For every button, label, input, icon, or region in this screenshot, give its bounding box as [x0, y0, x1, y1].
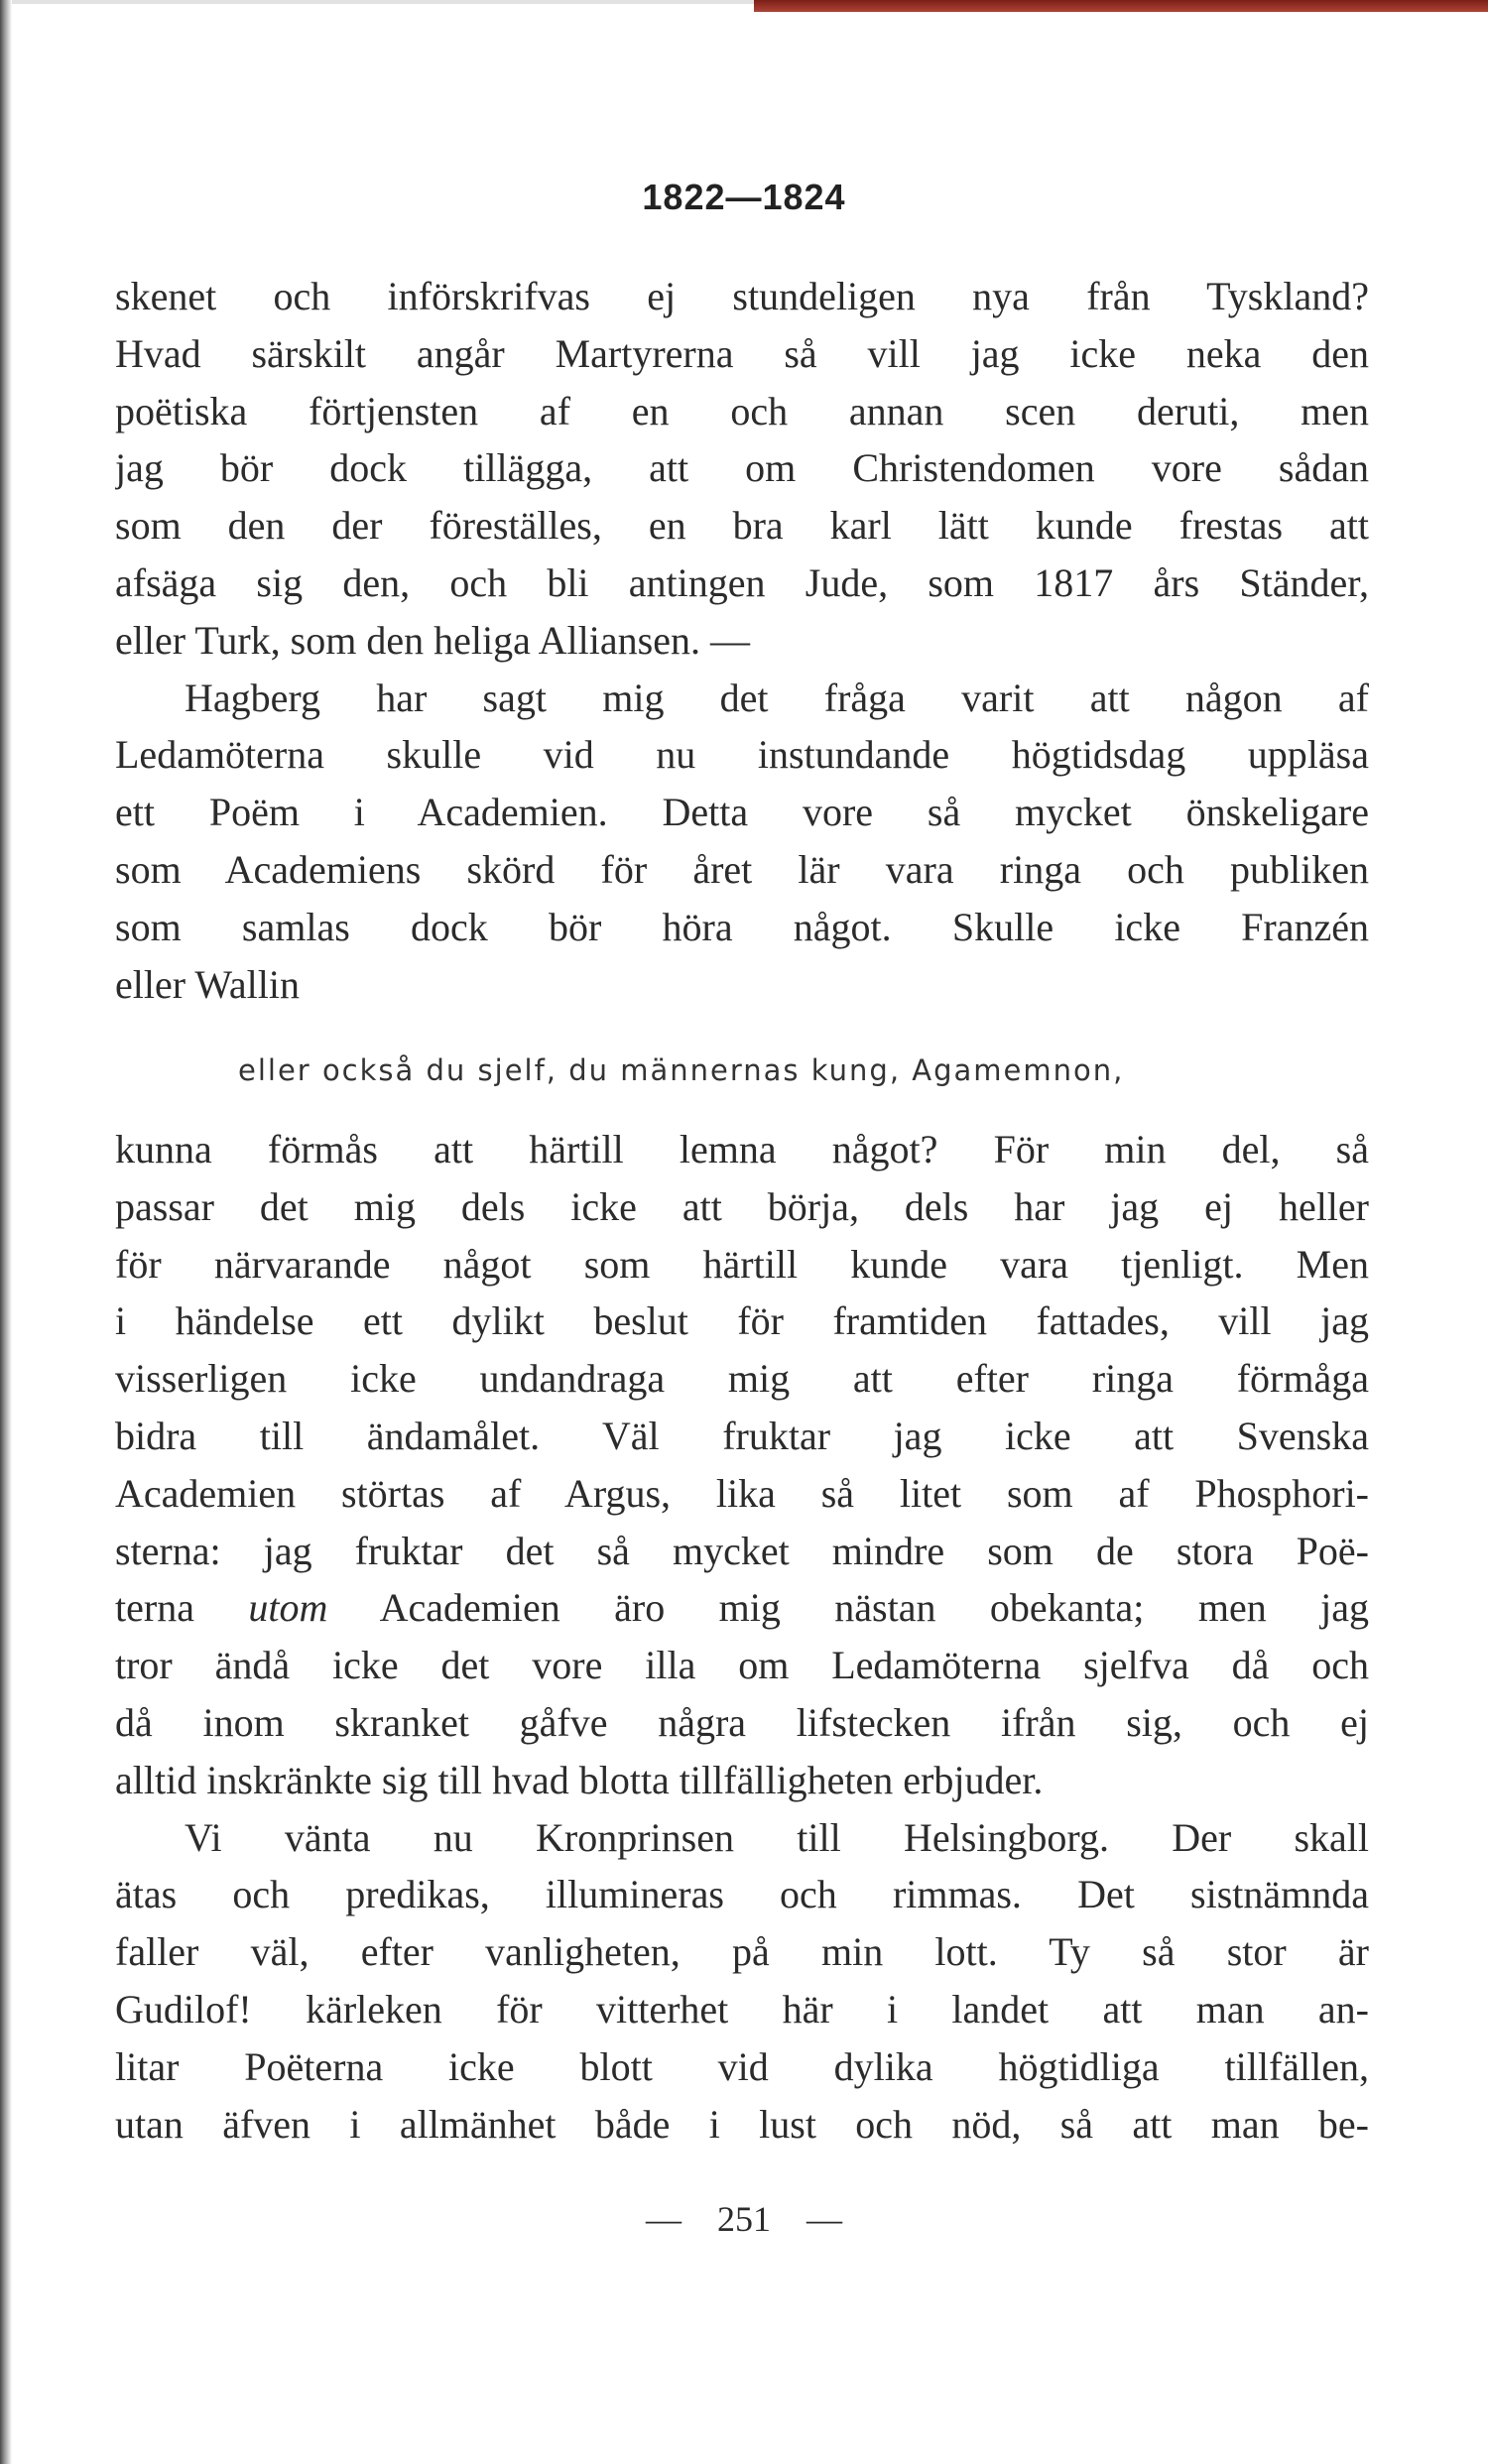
- text-line: Vi vänta nu Kronprinsen till Helsingborg. Der skall: [185, 1814, 1369, 1860]
- text-line: Hagberg har sagt mig det fråga varit att någon af: [185, 675, 1369, 720]
- verse-quotation: eller också du sjelf, du männernas kung, Agamemnon,: [238, 1053, 1125, 1087]
- text-line: visserligen icke undandraga mig att efter ringa förmåga: [115, 1356, 1369, 1402]
- text-line: som den der föreställes, en bra karl lätt kunde frestas att: [115, 503, 1369, 549]
- text-line: faller väl, efter vanligheten, på min lott. Ty så stor är: [115, 1929, 1369, 1975]
- page-gutter-shadow: [0, 0, 12, 2464]
- text-fragment: Academien äro mig nästan obekanta; men jag: [327, 1585, 1369, 1631]
- text-line: Hvad särskilt angår Martyrerna så vill jag icke neka den: [115, 330, 1369, 376]
- text-line: afsäga sig den, och bli antingen Jude, som 1817 års Ständer,: [115, 559, 1369, 605]
- folio-dash-left: —: [646, 2199, 682, 2239]
- text-line: litar Poëterna icke blott vid dylika högtidliga tillfällen,: [115, 2043, 1369, 2089]
- text-line: då inom skranket gåfve några lifstecken ifrån sig, och ej: [115, 1699, 1369, 1745]
- page-top-edge: [0, 0, 754, 4]
- text-line: poëtiska förtjensten af en och annan scen deruti, men: [115, 388, 1369, 433]
- text-line: som Academiens skörd för året lär vara ringa och publiken: [115, 846, 1369, 892]
- italic-word: utom: [248, 1585, 328, 1631]
- text-line: eller Wallin: [115, 961, 300, 1007]
- text-block-lower: [115, 1121, 1369, 2153]
- text-line: sterna: jag fruktar det så mycket mindre som de stora Poë-: [115, 1528, 1369, 1573]
- text-line: ätas och predikas, illumineras och rimmas. Det sistnämnda: [115, 1872, 1369, 1917]
- text-line: eller Turk, som den heliga Alliansen. —: [115, 617, 750, 663]
- text-line: kunna förmås att härtill lemna något? För min del, så: [115, 1127, 1369, 1171]
- text-line: för närvarande något som härtill kunde vara tjenligt. Men: [115, 1241, 1369, 1287]
- text-line: utan äfven i allmänhet både i lust och nöd, så att man be-: [115, 2101, 1369, 2147]
- text-line: Academien störtas af Argus, lika så litet som af Phosphori-: [115, 1470, 1369, 1516]
- text-line-with-italic: [115, 1579, 1369, 1637]
- text-line: passar det mig dels icke att börja, dels har jag ej heller: [115, 1183, 1369, 1229]
- text-line: jag bör dock tillägga, att om Christendomen vore sådan: [115, 445, 1369, 491]
- text-line: skenet och införskrifvas ej stundeligen nya från Tyskland?: [115, 274, 1369, 318]
- text-line: Gudilof! kärleken för vitterhet här i landet att man an-: [115, 1986, 1369, 2032]
- page-number: 251: [717, 2199, 771, 2239]
- text-line: tror ändå icke det vore illa om Ledamöterna sjelfva då och: [115, 1643, 1369, 1688]
- text-line: ett Poëm i Academien. Detta vore så mycket önskeligare: [115, 790, 1369, 835]
- text-line: alltid inskränkte sig till hvad blotta tillfälligheten erbjuder.: [115, 1757, 1044, 1802]
- text-line: i händelse ett dylikt beslut för framtiden fattades, vill jag: [115, 1298, 1369, 1344]
- text-line: bidra till ändamålet. Väl fruktar jag icke att Svenska: [115, 1413, 1369, 1458]
- running-head: 1822—1824: [642, 177, 846, 217]
- binding-edge-red: [754, 0, 1488, 12]
- text-line: som samlas dock bör höra något. Skulle icke Franzén: [115, 904, 1369, 949]
- page-number-footer: [0, 2198, 1488, 2240]
- folio-dash-right: —: [806, 2199, 842, 2239]
- text-block-upper: [115, 268, 1369, 1013]
- text-line: Ledamöterna skulle vid nu instundande högtidsdag uppläsa: [115, 732, 1369, 778]
- text-fragment: terna: [115, 1585, 249, 1631]
